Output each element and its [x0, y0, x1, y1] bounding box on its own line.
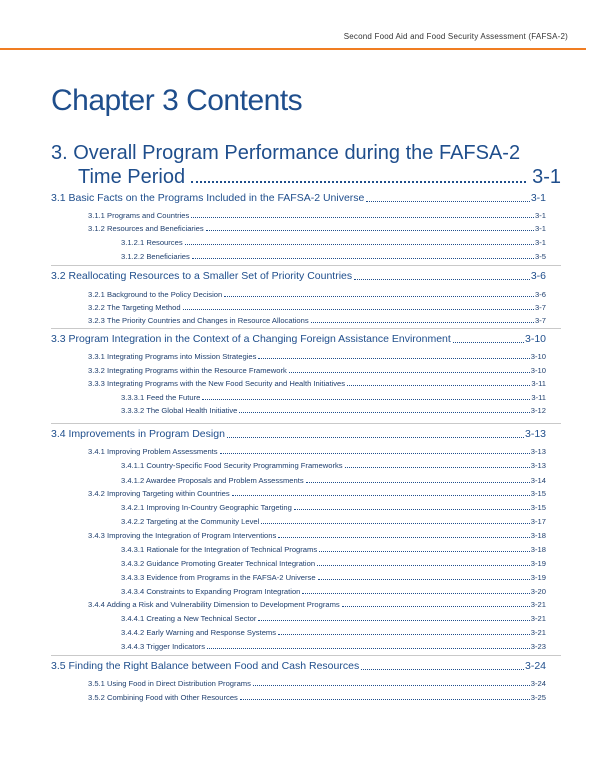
dot-leader [361, 669, 524, 670]
section-separator [51, 423, 561, 424]
toc-entry-label: 3.1 Basic Facts on the Programs Included in the FAFSA-2 Universe [51, 192, 365, 204]
toc-entry-page: 3-17 [530, 517, 546, 526]
toc-entry-page: 3-7 [535, 316, 546, 325]
toc-entry-label: 3.4.3.3 Evidence from Programs in the FAFSA-2 Universe [121, 573, 316, 582]
toc-entry-page: 3-21 [530, 614, 546, 623]
toc-entry-label: 3.4 Improvements in Program Design [51, 428, 225, 440]
toc-entry-page: 3-18 [530, 545, 546, 554]
toc-entry-level-3[interactable] [121, 238, 546, 247]
toc-entry-label: 3.4.4 Adding a Risk and Vulnerability Dimension to Development Programs [88, 600, 340, 609]
toc-entry-label: 3.5 Finding the Right Balance between Food and Cash Resources [51, 660, 360, 672]
toc-entry-level-2[interactable] [88, 316, 546, 325]
toc-entry-level-3[interactable] [121, 628, 546, 637]
toc-entry-label: 3.4.3.4 Constraints to Expanding Program Integration [121, 587, 301, 596]
toc-entry-label: 3.1.2.2 Beneficiaries [121, 252, 190, 261]
toc-entry-label: 3.3.1 Integrating Programs into Mission Strategies [88, 352, 257, 361]
toc-entry-level-2[interactable] [88, 224, 546, 233]
toc-entry-page: 3-18 [530, 531, 546, 540]
toc-entry-level-3[interactable] [121, 587, 546, 596]
toc-entry-label: 3.5.2 Combining Food with Other Resources [88, 693, 238, 702]
toc-entry-level-3[interactable] [121, 559, 546, 568]
toc-entry-label: 3.3 Program Integration in the Context of a Changing Foreign Assistance Environment [51, 333, 451, 345]
dot-leader [261, 523, 529, 524]
toc-entry-label: 3.4.3.2 Guidance Promoting Greater Technical Integration [121, 559, 316, 568]
toc-entry-level-3[interactable] [121, 503, 546, 512]
toc-entry-level-3[interactable] [121, 545, 546, 554]
toc-entry-page: 3-1 [535, 211, 546, 220]
header-rule [0, 48, 586, 50]
toc-entry-label: 3.3.2 Integrating Programs within the Resource Framework [88, 366, 287, 375]
toc-entry-level-2[interactable] [88, 531, 546, 540]
toc-entry-page: 3-19 [530, 573, 546, 582]
dot-leader [302, 593, 529, 594]
toc-entry-page: 3-12 [530, 406, 546, 415]
dot-leader [227, 437, 524, 438]
dot-leader [311, 322, 534, 323]
toc-entry-label: 3.2.1 Background to the Policy Decision [88, 290, 223, 299]
section-separator [51, 655, 561, 656]
toc-entry-level-3[interactable] [121, 461, 546, 470]
toc-entry-label: 3.4.2 Improving Targeting within Countries [88, 489, 230, 498]
toc-entry-label: 3.5.1 Using Food in Direct Distribution Programs [88, 679, 251, 688]
toc-entry-label: 3.2 Reallocating Resources to a Smaller Set of Priority Countries [51, 270, 353, 282]
dot-leader [278, 537, 530, 538]
toc-entry-label: 3.4.4.3 Trigger Indicators [121, 642, 205, 651]
toc-entry-page: 3-10 [530, 352, 546, 361]
toc-entry-page: 3-24 [524, 660, 546, 672]
toc-entry-level-1[interactable] [51, 270, 546, 282]
toc-entry-page: 3-21 [530, 600, 546, 609]
dot-leader [318, 579, 530, 580]
dot-leader [258, 358, 529, 359]
toc-entry-level-2[interactable] [88, 379, 546, 388]
toc-entry-page: 3-1 [535, 238, 546, 247]
dot-leader [319, 551, 530, 552]
dot-leader [183, 309, 534, 310]
toc-entry-page: 3-23 [530, 642, 546, 651]
toc-entry-level-1[interactable] [51, 660, 546, 672]
toc-entry-page: 3-15 [530, 489, 546, 498]
toc-entry-level-1[interactable] [51, 333, 546, 345]
toc-entry-label: 3.3.3.2 The Global Health Initiative [121, 406, 238, 415]
toc-entry-level-2[interactable] [88, 447, 546, 456]
dot-leader [185, 244, 534, 245]
toc-entry-level-1[interactable] [51, 192, 546, 204]
dot-leader [207, 648, 530, 649]
toc-entry-level-1[interactable] [51, 428, 546, 440]
toc-entry-page: 3-10 [530, 366, 546, 375]
part-heading-page: 3-1 [532, 166, 561, 188]
toc-entry-label: 3.3.3.1 Feed the Future [121, 393, 201, 402]
toc-entry-page: 3-13 [524, 428, 546, 440]
toc-entry-level-2[interactable] [88, 211, 546, 220]
dot-leader [345, 467, 530, 468]
dot-leader [366, 201, 529, 202]
toc-entry-page: 3-13 [530, 447, 546, 456]
toc-entry-label: 3.4.2.1 Improving In-Country Geographic Targeting [121, 503, 292, 512]
part-heading-line1: 3. Overall Program Performance during the FAFSA-2 [51, 142, 521, 164]
section-separator [51, 265, 561, 266]
dot-leader [191, 217, 534, 218]
toc-entry-level-2[interactable] [88, 693, 546, 702]
toc-entry-page: 3-24 [530, 679, 546, 688]
toc-entry-label: 3.2.2 The Targeting Method [88, 303, 181, 312]
dot-leader [191, 181, 526, 183]
toc-entry-level-2[interactable] [88, 489, 546, 498]
dot-leader [192, 258, 534, 259]
part-heading-line2 [51, 165, 561, 189]
toc-entry-label: 3.4.1.2 Awardee Proposals and Problem Assessments [121, 476, 304, 485]
chapter-title: Chapter 3 Contents [51, 84, 303, 117]
dot-leader [317, 565, 530, 566]
toc-entry-page: 3-7 [535, 303, 546, 312]
toc-entry-level-3[interactable] [121, 517, 546, 526]
dot-leader [224, 296, 534, 297]
running-header [0, 0, 600, 50]
dot-leader [278, 634, 530, 635]
dot-leader [354, 279, 530, 280]
running-title: Second Food Aid and Food Security Assessment (FAFSA-2) [343, 32, 568, 41]
toc-entry-label: 3.3.3 Integrating Programs with the New Food Security and Health Initiatives [88, 379, 346, 388]
dot-leader [220, 453, 530, 454]
dot-leader [342, 606, 530, 607]
toc-entry-page: 3-5 [535, 252, 546, 261]
dot-leader [239, 412, 529, 413]
toc-entry-level-3[interactable] [121, 406, 546, 415]
part-heading-line2-text: Time Period [78, 166, 186, 188]
toc-entry-level-2[interactable] [88, 366, 546, 375]
dot-leader [240, 699, 530, 700]
toc-entry-page: 3-13 [530, 461, 546, 470]
dot-leader [453, 342, 524, 343]
toc-entry-label: 3.4.3 Improving the Integration of Program Interventions [88, 531, 277, 540]
toc-entry-label: 3.1.2 Resources and Beneficiaries [88, 224, 204, 233]
toc-entry-label: 3.4.4.1 Creating a New Technical Sector [121, 614, 257, 623]
toc-entry-label: 3.2.3 The Priority Countries and Changes in Resource Allocations [88, 316, 309, 325]
section-separator [51, 328, 561, 329]
dot-leader [232, 495, 530, 496]
toc-entry-page: 3-25 [530, 693, 546, 702]
toc-entry-level-2[interactable] [88, 303, 546, 312]
toc-entry-level-2[interactable] [88, 600, 546, 609]
toc-entry-page: 3-11 [531, 379, 546, 388]
toc-entry-page: 3-19 [530, 559, 546, 568]
toc-entry-page: 3-6 [535, 290, 546, 299]
dot-leader [306, 482, 530, 483]
toc-entry-level-3[interactable] [121, 476, 546, 485]
dot-leader [206, 230, 534, 231]
toc-entry-level-2[interactable] [88, 679, 546, 688]
toc-entry-level-3[interactable] [121, 393, 546, 402]
toc-entry-page: 3-21 [530, 628, 546, 637]
toc-entry-page: 3-15 [530, 503, 546, 512]
toc-entry-page: 3-20 [530, 587, 546, 596]
toc-entry-level-3[interactable] [121, 614, 546, 623]
toc-entry-label: 3.4.1.1 Country-Specific Food Security Programming Frameworks [121, 461, 343, 470]
toc-entry-level-2[interactable] [88, 290, 546, 299]
part-heading[interactable] [51, 141, 561, 189]
toc-entry-page: 3-10 [524, 333, 546, 345]
dot-leader [202, 399, 530, 400]
toc-entry-level-2[interactable] [88, 352, 546, 361]
toc-entry-level-3[interactable] [121, 252, 546, 261]
toc-entry-label: 3.1.1 Programs and Countries [88, 211, 190, 220]
dot-leader [258, 620, 529, 621]
toc-entry-label: 3.4.4.2 Early Warning and Response Systems [121, 628, 277, 637]
dot-leader [347, 385, 530, 386]
toc-entry-page: 3-6 [530, 270, 546, 282]
toc-entry-label: 3.4.2.2 Targeting at the Community Level [121, 517, 260, 526]
toc-entry-label: 3.4.3.1 Rationale for the Integration of Technical Programs [121, 545, 318, 554]
dot-leader [294, 509, 530, 510]
dot-leader [289, 372, 530, 373]
toc-entry-page: 3-1 [535, 224, 546, 233]
toc-entry-label: 3.1.2.1 Resources [121, 238, 183, 247]
toc-entry-label: 3.4.1 Improving Problem Assessments [88, 447, 218, 456]
toc-entry-page: 3-11 [531, 393, 546, 402]
toc-entry-level-3[interactable] [121, 642, 546, 651]
dot-leader [253, 685, 530, 686]
toc-entry-page: 3-1 [530, 192, 546, 204]
toc-entry-page: 3-14 [530, 476, 546, 485]
toc-entry-level-3[interactable] [121, 573, 546, 582]
